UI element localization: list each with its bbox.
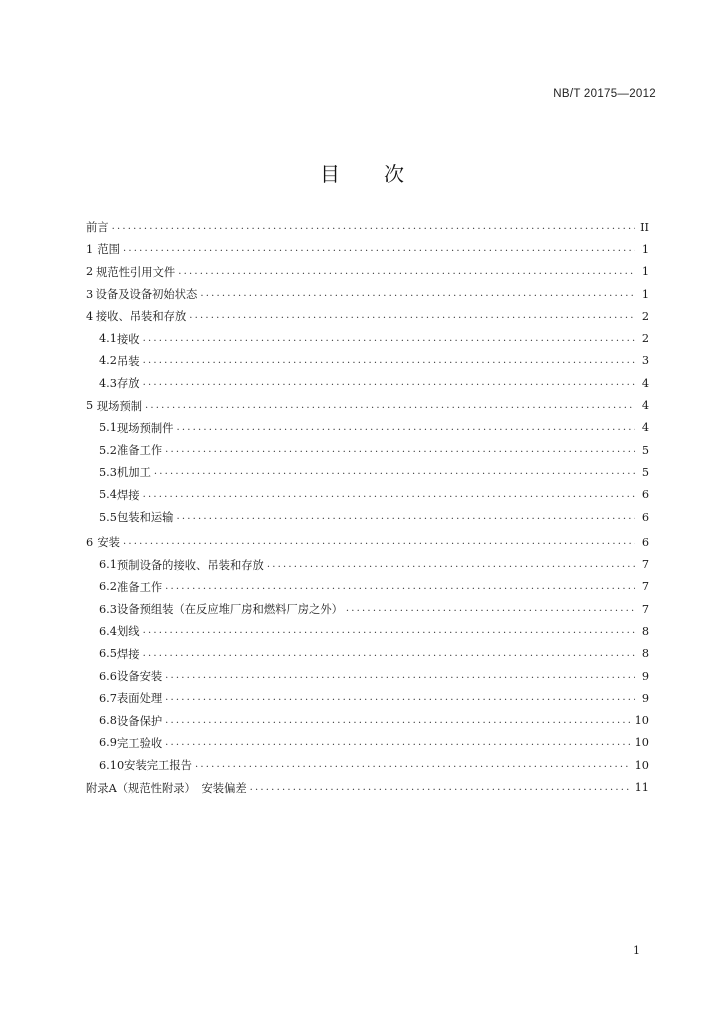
toc-entry-page: 8 <box>641 624 649 638</box>
toc-entry-title: 准备工作 <box>116 444 163 458</box>
toc-entry-number: 5 <box>86 399 94 413</box>
toc-dot-leader <box>176 510 635 524</box>
toc-entry[interactable] <box>86 327 649 349</box>
toc-entry[interactable] <box>86 754 649 776</box>
toc-entry-page: 4 <box>641 421 649 435</box>
toc-dot-leader <box>112 220 635 234</box>
toc-dot-leader <box>145 399 635 413</box>
toc-entry-number: 5.5 <box>99 510 117 524</box>
toc-entry-title: 表面处理 <box>116 692 163 706</box>
toc-entry-title: 吊装 <box>116 354 140 368</box>
toc-entry-title: 准备工作 <box>116 580 163 594</box>
toc-entry-title: 设备安装 <box>116 670 163 684</box>
toc-dot-leader <box>154 465 635 479</box>
toc-dot-leader <box>165 443 635 457</box>
toc-entry-title: 范围 <box>97 243 120 257</box>
toc-entry-page: 3 <box>641 354 649 368</box>
toc-dot-leader <box>250 781 631 795</box>
toc-entry-number: 6.4 <box>99 624 117 638</box>
toc-entry-number: 6 <box>86 535 94 549</box>
toc-dot-leader <box>143 376 635 390</box>
toc-entry[interactable] <box>86 394 649 416</box>
toc-entry-page: 10 <box>634 714 649 728</box>
toc-entry-number: 5.1 <box>99 421 117 435</box>
toc-entry-number: 2 <box>86 265 94 279</box>
toc-entry-number: 6.5 <box>99 647 117 661</box>
toc-dot-leader <box>123 242 635 256</box>
toc-dot-leader <box>165 714 630 728</box>
toc-entry[interactable] <box>86 216 649 238</box>
toc-dot-leader <box>200 287 635 301</box>
toc-entry-number: 6.7 <box>99 691 117 705</box>
toc-entry-page: 7 <box>641 602 649 616</box>
toc-entry[interactable] <box>86 776 649 798</box>
toc-entry-page: 4 <box>641 376 649 390</box>
toc-entry-page: 8 <box>641 647 649 661</box>
toc-entry-number: 5.2 <box>99 443 117 457</box>
toc-entry-title: 存放 <box>116 377 140 391</box>
toc-entry-title: 规范性引用文件 <box>96 265 176 279</box>
toc-entry[interactable] <box>86 531 649 553</box>
toc-entry-title: 预制设备的接收、吊装和存放 <box>116 558 264 572</box>
toc-dot-leader <box>143 354 635 368</box>
toc-entry-page: 1 <box>641 287 649 301</box>
toc-entry[interactable] <box>86 261 649 283</box>
toc-entry-title: 接收、吊装和存放 <box>95 310 187 324</box>
toc-dot-leader <box>178 265 635 279</box>
toc-entry[interactable] <box>86 417 649 439</box>
toc-dot-leader <box>165 669 635 683</box>
toc-entry[interactable] <box>86 350 649 372</box>
toc-entry-number: 4.2 <box>99 354 117 368</box>
toc-entry-title: 安装 <box>97 536 120 550</box>
toc-entry[interactable] <box>86 732 649 754</box>
toc-entry[interactable] <box>86 620 649 642</box>
toc-dot-leader <box>165 736 630 750</box>
toc-entry[interactable] <box>86 710 649 732</box>
toc-entry-page: II <box>640 220 649 234</box>
toc-entry-number: 4 <box>86 309 94 323</box>
toc-entry[interactable] <box>86 687 649 709</box>
toc-dot-leader <box>176 421 635 435</box>
toc-dot-leader <box>143 488 635 502</box>
toc-entry-page: 7 <box>641 580 649 594</box>
toc-entry[interactable] <box>86 305 649 327</box>
toc-entry-title: 设备预组装（在反应堆厂房和燃料厂房之外） <box>116 603 343 617</box>
toc-entry-number: 6.2 <box>99 580 117 594</box>
toc-entry-page: 5 <box>641 465 649 479</box>
toc-entry-title: 安装完工报告 <box>124 759 192 773</box>
toc-entry-number: 6.10 <box>99 758 125 772</box>
toc-dot-leader <box>189 309 635 323</box>
toc-entry-title: 现场预制件 <box>116 421 174 435</box>
toc-entry[interactable] <box>86 439 649 461</box>
toc-entry-title: 附录A（规范性附录） 安装偏差 <box>86 781 247 795</box>
toc-entry[interactable] <box>86 665 649 687</box>
toc-entry-title: 前言 <box>86 221 109 235</box>
toc-entry-page: 9 <box>641 691 649 705</box>
toc-dot-leader <box>123 535 635 549</box>
toc-entry-title: 机加工 <box>116 466 151 480</box>
toc-entry-title: 焊接 <box>116 488 140 502</box>
toc-entry-title: 划线 <box>116 625 140 639</box>
toc-entry[interactable] <box>86 238 649 260</box>
toc-entry[interactable] <box>86 372 649 394</box>
toc-entry-title: 焊接 <box>116 647 140 661</box>
toc-dot-leader <box>143 332 635 346</box>
toc-entry[interactable] <box>86 598 649 620</box>
toc-entry-page: 10 <box>634 758 649 772</box>
toc-entry-page: 2 <box>641 332 649 346</box>
toc-entry-number: 4.3 <box>99 376 117 390</box>
toc-entry-page: 11 <box>634 781 649 795</box>
toc-entry-page: 6 <box>641 488 649 502</box>
toc-dot-leader <box>165 580 635 594</box>
toc-entry-page: 6 <box>641 535 649 549</box>
title-part-2: 次 <box>384 162 404 186</box>
toc-entry[interactable] <box>86 576 649 598</box>
toc-entry-title: 设备及设备初始状态 <box>95 288 198 302</box>
toc-entry-number: 1 <box>86 242 94 256</box>
toc-entry[interactable] <box>86 461 649 483</box>
toc-entry-page: 10 <box>634 736 649 750</box>
toc-dot-leader <box>267 558 635 572</box>
toc-entry-page: 9 <box>641 669 649 683</box>
toc-entry-title: 包装和运输 <box>116 511 174 524</box>
page-number: 1 <box>633 944 640 957</box>
toc-entry[interactable] <box>86 553 649 575</box>
toc-entry-number: 5.4 <box>99 488 117 502</box>
toc-entry-title: 设备保护 <box>116 714 163 728</box>
toc-entry-title: 完工验收 <box>116 736 163 750</box>
toc-entry-page: 4 <box>641 399 649 413</box>
toc-entry-page: 5 <box>641 443 649 457</box>
toc-entry-title: 接收 <box>116 332 140 346</box>
title-part-1: 目 <box>320 162 340 186</box>
toc-entry-page: 1 <box>641 242 649 256</box>
toc-dot-leader <box>143 647 635 661</box>
toc-entry[interactable] <box>86 506 649 528</box>
toc-entry[interactable] <box>86 484 649 506</box>
toc-entry-number: 6.9 <box>99 736 117 750</box>
toc-dot-leader <box>143 624 635 638</box>
toc-entry-number: 6.8 <box>99 714 117 728</box>
toc-entry-number: 6.1 <box>99 558 117 572</box>
toc-entry-number: 6.6 <box>99 669 117 683</box>
toc-entry-page: 2 <box>641 309 649 323</box>
table-of-contents <box>86 216 649 799</box>
toc-entry[interactable] <box>86 283 649 305</box>
toc-entry-number: 5.3 <box>99 465 117 479</box>
toc-entry-number: 6.3 <box>99 602 117 616</box>
toc-entry-number: 4.1 <box>99 332 117 346</box>
toc-dot-leader <box>346 602 635 616</box>
toc-entry-number: 3 <box>86 287 94 301</box>
toc-entry-page: 7 <box>641 558 649 572</box>
toc-entry-title: 现场预制 <box>96 399 143 413</box>
standard-code: NB/T 20175—2012 <box>553 88 656 100</box>
toc-entry-page: 6 <box>641 510 649 524</box>
toc-entry[interactable] <box>86 643 649 665</box>
toc-entry-page: 1 <box>641 265 649 279</box>
toc-dot-leader <box>165 691 635 705</box>
page-title <box>0 158 724 187</box>
toc-dot-leader <box>195 758 631 772</box>
